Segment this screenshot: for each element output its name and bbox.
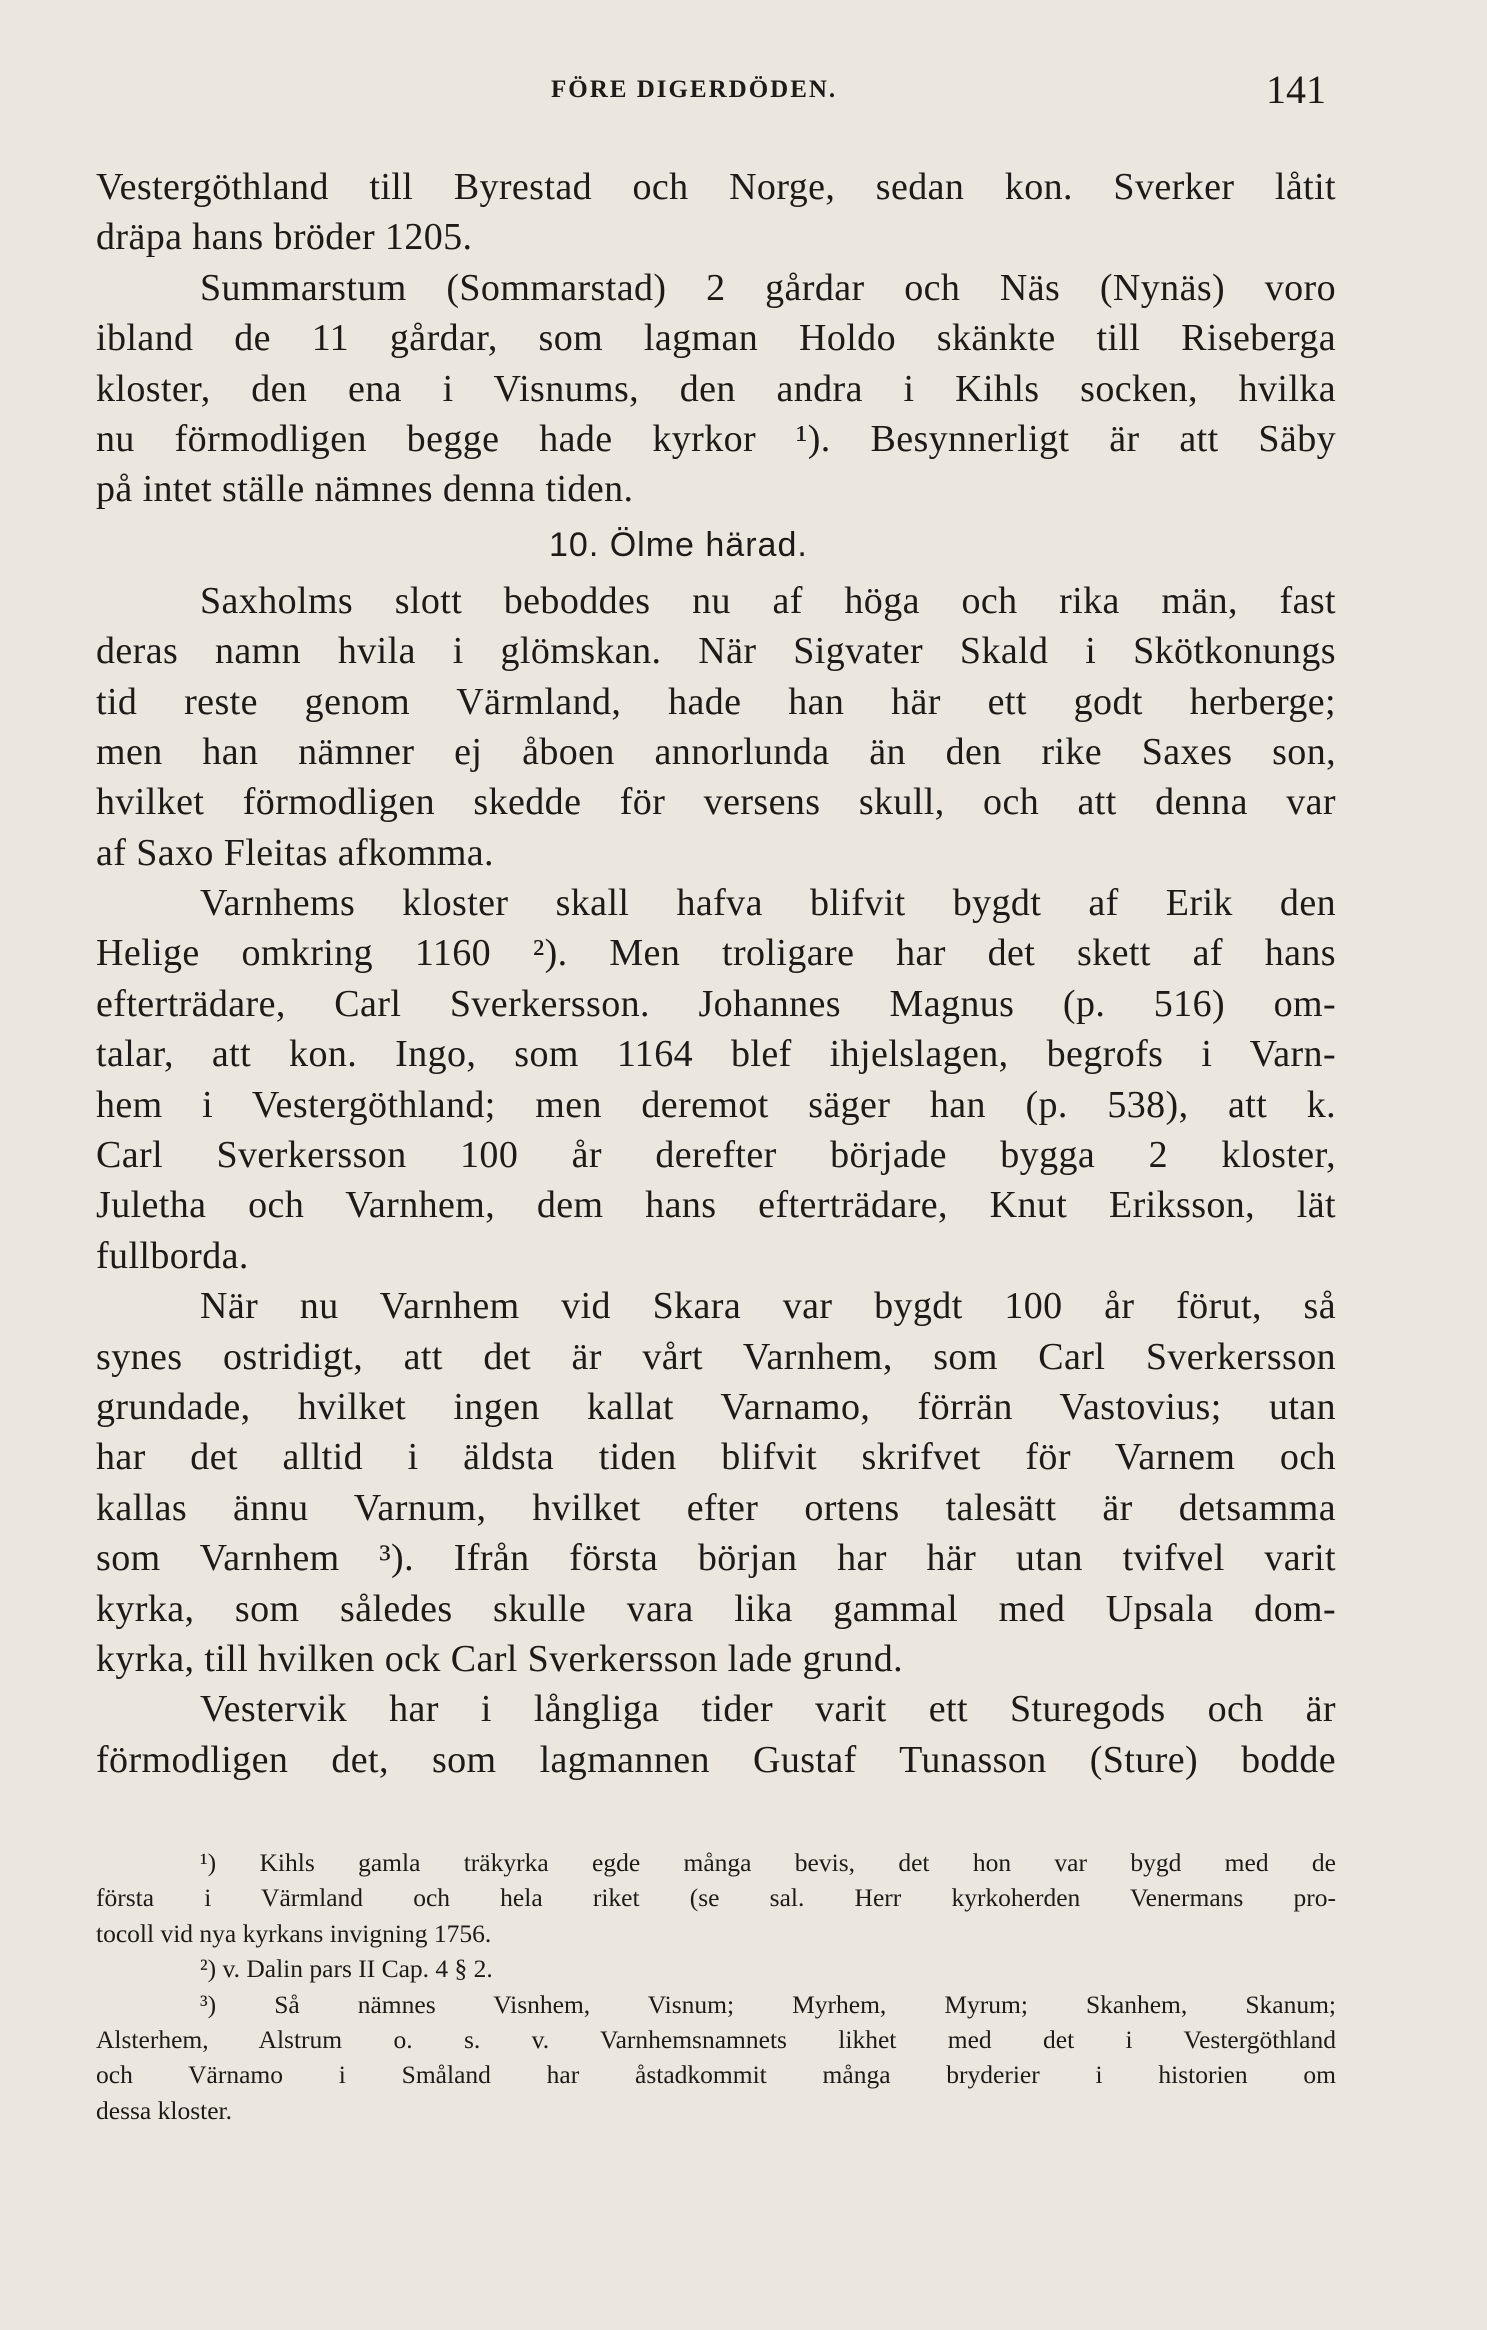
text-line: hem i Vestergöthland; men deremot säger han (p. 538), att k. <box>96 1083 1336 1126</box>
text-line: förmodligen det, som lagmannen Gustaf Tunasson (Sture) bodde <box>96 1738 1336 1781</box>
footnote-line: Alsterhem, Alstrum o. s. v. Varnhemsnamnets likhet med det i Vestergöthland <box>96 2024 1336 2054</box>
text-line: hvilket förmodligen skedde för versens skull, och att denna var <box>96 781 1336 824</box>
text-line: ibland de 11 gårdar, som lagman Holdo skänkte till Riseberga <box>96 317 1336 360</box>
text-line: deras namn hvila i glömskan. När Sigvater Skald i Skötkonungs <box>96 630 1336 673</box>
main-text <box>96 162 1336 1785</box>
text-line: Vestervik har i långliga tider varit ett Sturegods och är <box>200 1688 1336 1731</box>
footnote-line: ²) v. Dalin pars II Cap. 4 § 2. <box>200 1954 493 1984</box>
page-number: 141 <box>1266 67 1326 112</box>
text-line: Varnhems kloster skall hafva blifvit bygdt af Erik den <box>200 882 1336 925</box>
text-line: dräpa hans bröder 1205. <box>96 216 473 259</box>
section-heading: 10. Ölme härad. <box>549 525 808 564</box>
text-line: talar, att kon. Ingo, som 1164 blef ihjelslagen, begrofs i Varn- <box>96 1033 1336 1076</box>
footnote-line: dessa kloster. <box>96 2095 232 2125</box>
page-header <box>96 66 1326 116</box>
text-line: som Varnhem ³). Ifrån första början har här utan tvifvel varit <box>96 1537 1336 1580</box>
text-line: har det alltid i äldsta tiden blifvit skrifvet för Varnem och <box>96 1436 1336 1479</box>
footnotes <box>96 1845 1336 2128</box>
footnote-line: ³) Så nämnes Visnhem, Visnum; Myrhem, Myrum; Skanhem, Skanum; <box>200 1989 1336 2019</box>
text-line: kyrka, som således skulle vara lika gammal med Upsala dom- <box>96 1587 1336 1630</box>
text-line: men han nämner ej åboen annorlunda än den rike Saxes son, <box>96 730 1336 773</box>
text-line: fullborda. <box>96 1234 249 1277</box>
text-line: kallas ännu Varnum, hvilket efter ortens talesätt är detsamma <box>96 1486 1336 1529</box>
text-line: synes ostridigt, att det är vårt Varnhem, som Carl Sverkersson <box>96 1335 1336 1378</box>
text-line: kloster, den ena i Visnums, den andra i Kihls socken, hvilka <box>96 367 1336 410</box>
footnote-line: ¹) Kihls gamla träkyrka egde många bevis, det hon var bygd med de <box>200 1848 1336 1877</box>
footnote-line: första i Värmland och hela riket (se sal. Herr kyrkoherden Venermans pro- <box>96 1883 1336 1913</box>
text-line: på intet ställe nämnes denna tiden. <box>96 468 634 511</box>
text-line: Carl Sverkersson 100 år derefter började bygga 2 kloster, <box>96 1134 1336 1177</box>
running-head: FÖRE DIGERDÖDEN. <box>551 76 838 103</box>
text-line: nu förmodligen begge hade kyrkor ¹). Besynnerligt är att Säby <box>96 417 1336 460</box>
footnote-line: och Värnamo i Småland har åstadkommit många bryderier i historien om <box>96 2060 1336 2090</box>
text-line: tid reste genom Värmland, hade han här ett godt herberge; <box>96 680 1336 723</box>
text-line: Saxholms slott beboddes nu af höga och rika män, fast <box>200 579 1336 622</box>
text-line: Juletha och Varnhem, dem hans efterträdare, Knut Eriksson, lät <box>96 1184 1336 1227</box>
text-line: kyrka, till hvilken ock Carl Sverkersson lade grund. <box>96 1637 904 1680</box>
text-line: Summarstum (Sommarstad) 2 gårdar och Näs (Nynäs) voro <box>200 266 1336 309</box>
text-line: När nu Varnhem vid Skara var bygdt 100 år förut, så <box>200 1285 1336 1328</box>
text-line: af Saxo Fleitas afkomma. <box>96 831 494 874</box>
text-line: Helige omkring 1160 ²). Men troligare har det skett af hans <box>96 932 1336 975</box>
footnote-line: tocoll vid nya kyrkans invigning 1756. <box>96 1918 492 1948</box>
text-line: Vestergöthland till Byrestad och Norge, sedan kon. Sverker låtit <box>96 166 1336 208</box>
text-line: efterträdare, Carl Sverkersson. Johannes Magnus (p. 516) om- <box>96 982 1336 1025</box>
text-line: grundade, hvilket ingen kallat Varnamo, förrän Vastovius; utan <box>96 1385 1336 1428</box>
